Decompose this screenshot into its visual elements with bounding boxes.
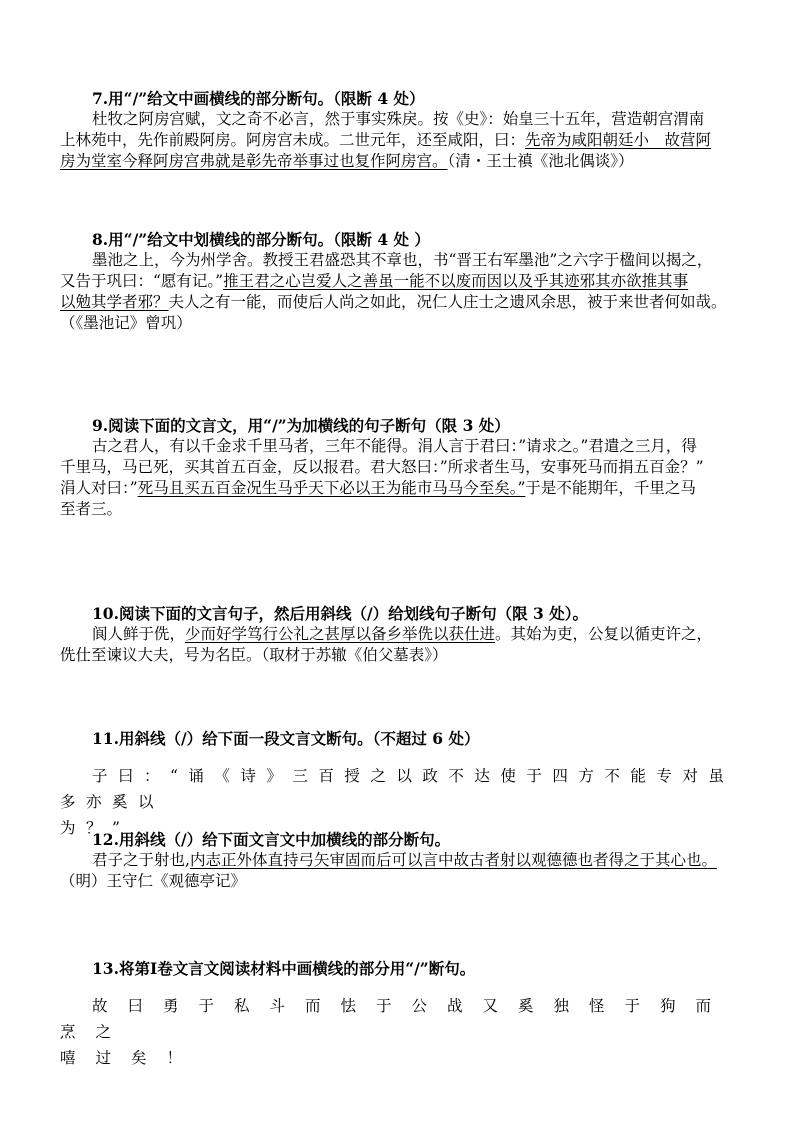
question-12-line-1 [60, 850, 750, 871]
question-12-title: 12.用斜线（/）给下面文言文中加横线的部分断句。 [92, 830, 451, 849]
question-8-source: （《墨池记》曾巩） [60, 314, 192, 332]
question-8-text-2: 夫人之有一能，而使后人尚之如此，况仁人庄士之遗风余思，被于来世者何如哉。 [168, 293, 727, 311]
question-10-underlined-text: 少而好学笃行公礼之甚厚以备乡举侁以获仕进 [185, 625, 496, 643]
question-9-line-1: 古之君人，有以千金求千里马者，三年不能得。涓人言于君曰：”请求之。”君遣之三月，得 [92, 437, 697, 455]
question-11-line-2: 为？” [60, 819, 131, 837]
question-9-line-3 [60, 478, 750, 499]
question-13-line-2: 嘻过矣！ [60, 1049, 203, 1067]
question-8 [60, 229, 750, 334]
question-7-underlined-text: 先帝为咸阳朝廷小 故营阿 [525, 131, 712, 149]
question-8-underlined-text-2: 以勉其学者邪？ [60, 293, 169, 311]
question-7-line-2 [60, 130, 750, 151]
question-9-line-4: 至者三。 [60, 500, 123, 518]
question-8-line-3 [60, 292, 750, 313]
question-7-line-3 [60, 151, 750, 172]
question-13 [60, 958, 750, 1071]
question-11 [60, 728, 750, 841]
question-7-line-1: 杜牧之阿房宫赋，文之奇不必言，然于事实殊戾。按《史》：始皇三十五年，营造朝宫渭南 [92, 110, 705, 128]
question-8-title: 8.用“/”给文中划横线的部分断句。（限断 4 处 ） [92, 230, 430, 249]
question-10-line-2: 侁仕至谏议大夫，号为名臣。（取材于苏辙《伯父墓表》） [60, 646, 448, 664]
question-10-text-2: 。其始为吏，公复以循吏许之， [495, 625, 713, 643]
question-7-source: （清・王士禛《池北偶谈》） [447, 152, 634, 170]
question-8-line-2 [60, 271, 750, 292]
question-9-line-2: 千里马，马已死，买其首五百金，反以报君。君大怒曰：”所求者生马，安事死马而捐五百金？” [60, 458, 704, 476]
question-7-underlined-text-2: 房为堂室今释阿房宫弗就是彰先帝举事过也复作阿房宫。 [60, 152, 448, 170]
question-12-underlined-text: 内志正外体直持弓矢审固而后可以言中故古者射以观德德也者得之于其心也。 [189, 851, 717, 869]
question-13-title: 13.将第Ⅰ卷文言文阅读材料中画横线的部分用“/”断句。 [92, 959, 476, 978]
question-10 [60, 603, 750, 666]
question-8-text: 又告于巩曰：“愿有记。” [60, 272, 224, 290]
question-9 [60, 415, 750, 520]
question-10-text: 阆人鲜于侁， [92, 625, 186, 643]
question-8-line-1: 墨池之上，今为州学舍。教授王君盛恐其不章也，书“晋王右军墨池”之六字于楹间以揭之， [92, 251, 713, 269]
question-9-underlined-text: 死马且买五百金况生马乎天下必以王为能市马马今至矣。” [137, 479, 526, 497]
question-7-text: 上林苑中，先作前殿阿房。阿房宫未成。二世元年，还至咸阳，曰： [60, 131, 526, 149]
question-12-text: 君子之于射也, [92, 851, 190, 869]
question-9-text: 涓人对曰：” [60, 479, 138, 497]
question-10-title: 10.阅读下面的文言句子，然后用斜线（/）给划线句子断句（限 3 处）。 [92, 604, 588, 623]
question-8-underlined-text: 推王君之心岂爱人之善虽一能不以废而因以及乎其迹邪其亦欲推其事 [223, 272, 689, 290]
question-12-source: （明）王守仁《观德亭记》 [60, 872, 247, 890]
question-11-line-1: 子曰：“诵《诗》三百授之以政不达使于四方不能专对虽多亦奚以 [60, 767, 735, 811]
question-9-text-2: 于是不能期年，千里之马 [525, 479, 696, 497]
question-7 [60, 88, 750, 172]
question-12 [60, 829, 750, 892]
question-10-line-1 [60, 624, 750, 645]
question-9-title: 9.阅读下面的文言文，用“/”为加横线的句子断句（限 3 处） [92, 416, 510, 435]
question-11-title: 11.用斜线（/）给下面一段文言文断句。（不超过 6 处） [92, 729, 480, 748]
question-7-title: 7.用“/”给文中画横线的部分断句。（限断 4 处） [92, 89, 425, 108]
question-13-line-1: 故曰勇于私斗而怯于公战又奚独怪于狗而烹之 [60, 997, 732, 1041]
